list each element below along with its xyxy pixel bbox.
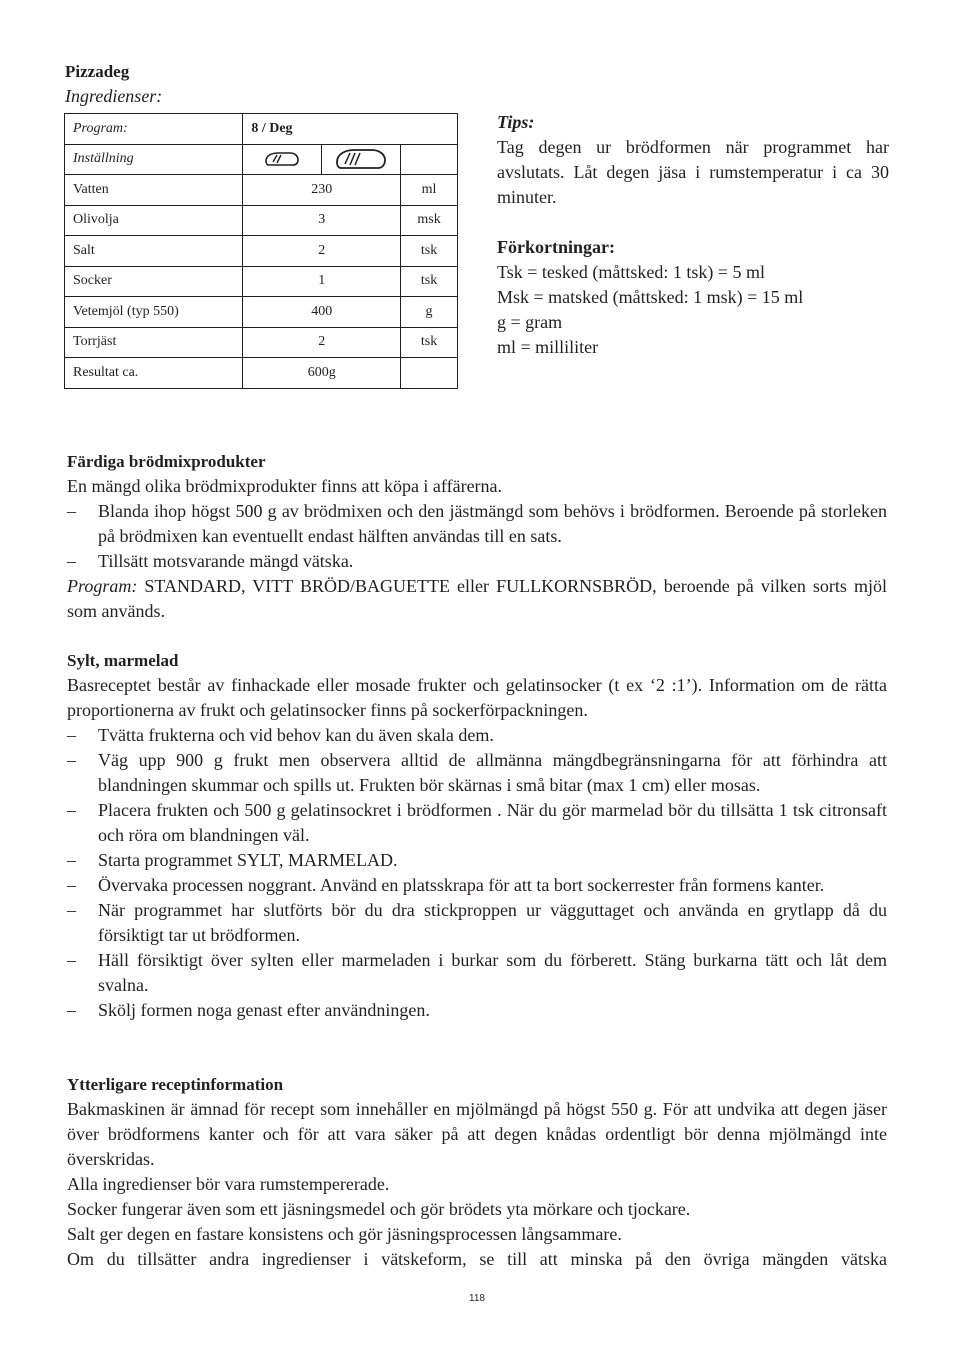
ingredient-name: Olivolja [65, 205, 243, 236]
large-loaf-icon [335, 148, 387, 170]
ingredient-unit: msk [401, 205, 458, 236]
large-loaf-cell [322, 144, 401, 175]
list-item [67, 798, 887, 848]
ingredient-unit: ml [401, 175, 458, 206]
empty-setting-cell [401, 144, 458, 175]
abbreviation-item: g = gram [497, 312, 563, 332]
table-row [65, 236, 458, 267]
ingredient-amount: 230 [243, 175, 401, 206]
setting-label: Inställning [65, 144, 243, 175]
ingredient-name: Torrjäst [65, 327, 243, 358]
list-item-text: Övervaka processen noggrant. Använd en platsskrapa för att ta bort sockerrester från formens kanter. [98, 875, 825, 895]
section-intro: Basreceptet består av finhackade eller mosade frukter och gelatinsocker (t ex ‘2 :1’). Information om de rätta proportionerna av frukt och gelatinsocker finns på sockerförpackningen. [67, 675, 887, 720]
list-item-text: Tvätta frukterna och vid behov kan du även skala dem. [98, 725, 494, 745]
info-paragraph: Om du tillsätter andra ingredienser i vätskeform, se till att minska på den övriga mängden vätska [67, 1249, 887, 1269]
page-number: 118 [469, 1293, 485, 1304]
abbreviations-heading: Förkortningar: [497, 237, 615, 257]
list-item [67, 848, 887, 873]
abbreviation-item: Tsk = tesked (måttsked: 1 tsk) = 5 ml [497, 262, 766, 282]
ingredient-name: Salt [65, 236, 243, 267]
section-intro: En mängd olika brödmixprodukter finns att köpa i affärerna. [67, 476, 503, 496]
table-row [65, 266, 458, 297]
ingredient-amount: 400 [243, 297, 401, 328]
list-item [67, 549, 887, 574]
info-paragraph: Salt ger degen en fastare konsistens och gör jäsningsprocessen långsammare. [67, 1224, 622, 1244]
dash-bullet: – [67, 900, 76, 920]
ingredient-name: Vetemjöl (typ 550) [65, 297, 243, 328]
list-item-text: Blanda ihop högst 500 g av brödmixen och den jästmängd som behövs i brödformen. Beroende på storleken på brödmixen kan eventuellt endast hälften användas till en sats. [98, 501, 887, 546]
jam-section [67, 648, 887, 1023]
ingredient-unit: g [401, 297, 458, 328]
ingredient-amount: 2 [243, 327, 401, 358]
table-row [65, 175, 458, 206]
small-loaf-icon [264, 151, 300, 167]
list-item-text: Starta programmet SYLT, MARMELAD. [98, 850, 398, 870]
list-item-text: Skölj formen noga genast efter användningen. [98, 1000, 430, 1020]
tips-heading: Tips: [497, 112, 535, 132]
more-info-section [67, 1072, 887, 1272]
list-item [67, 898, 887, 948]
list-item-text: När programmet har slutförts bör du dra stickproppen ur vägguttaget och använda en grytlapp då du försiktigt tar ut brödformen. [98, 900, 887, 945]
program-row [65, 114, 458, 145]
ingredients-subtitle: Ingredienser: [65, 86, 163, 106]
ingredient-name: Resultat ca. [65, 358, 243, 389]
bread-mix-list [67, 499, 887, 574]
ingredient-unit [401, 358, 458, 389]
ingredient-amount: 1 [243, 266, 401, 297]
info-paragraph: Bakmaskinen är ämnad för recept som innehåller en mjölmängd på högst 550 g. För att undvika att degen jäser över brödformens kanter och för att vara säker på att degen knådas ordentligt bör denna mjölmängd inte överskridas. [67, 1099, 887, 1169]
ingredient-amount: 600g [243, 358, 401, 389]
abbreviation-item: Msk = matsked (måttsked: 1 msk) = 15 ml [497, 287, 804, 307]
info-paragraph: Socker fungerar även som ett jäsningsmedel och gör brödets yta mörkare och tjockare. [67, 1199, 691, 1219]
tips-text: Tag degen ur brödformen när programmet har avslutats. Låt degen jäsa i rumstemperatur i ca 30 minuter. [497, 137, 889, 207]
list-item [67, 998, 887, 1023]
jam-steps-list [67, 723, 887, 1023]
section-heading: Färdiga brödmixprodukter [67, 452, 266, 471]
list-item [67, 948, 887, 998]
program-label: Program: [65, 114, 243, 145]
list-item-text: Tillsätt motsvarande mängd vätska. [98, 551, 354, 571]
section-heading: Ytterligare receptinformation [67, 1075, 284, 1094]
program-text: STANDARD, VITT BRÖD/BAGUETTE eller FULLKORNSBRÖD, beroende på vilken sorts mjöl som används. [67, 576, 887, 621]
program-paragraph [67, 574, 887, 624]
ingredient-name: Vatten [65, 175, 243, 206]
ingredient-unit: tsk [401, 266, 458, 297]
ingredient-name: Socker [65, 266, 243, 297]
ingredient-unit: tsk [401, 327, 458, 358]
dash-bullet: – [67, 800, 76, 820]
program-label: Program: [67, 576, 138, 596]
info-paragraph: Alla ingredienser bör vara rumstempererade. [67, 1174, 390, 1194]
list-item-text: Placera frukten och 500 g gelatinsockret i brödformen . När du gör marmelad bör du tillsätta 1 tsk citronsaft och röra om blandningen väl. [98, 800, 887, 845]
ingredient-amount: 2 [243, 236, 401, 267]
ingredients-table [64, 113, 458, 389]
bread-mix-section [67, 449, 887, 624]
ingredient-amount: 3 [243, 205, 401, 236]
abbreviation-item: ml = milliliter [497, 337, 599, 357]
setting-row [65, 144, 458, 175]
dash-bullet: – [67, 750, 76, 770]
small-loaf-cell [243, 144, 322, 175]
dash-bullet: – [67, 551, 76, 571]
table-row [65, 205, 458, 236]
section-heading: Sylt, marmelad [67, 651, 179, 670]
dash-bullet: – [67, 950, 76, 970]
tips-box [497, 110, 889, 360]
table-row [65, 327, 458, 358]
table-row [65, 358, 458, 389]
list-item [67, 748, 887, 798]
ingredient-unit: tsk [401, 236, 458, 267]
list-item-text: Häll försiktigt över sylten eller marmeladen i burkar som du förberett. Stäng burkarna tätt och låt dem svalna. [98, 950, 887, 995]
list-item [67, 723, 887, 748]
table-row [65, 297, 458, 328]
dash-bullet: – [67, 875, 76, 895]
dash-bullet: – [67, 501, 76, 521]
program-value: 8 / Deg [243, 114, 458, 145]
list-item [67, 499, 887, 549]
dash-bullet: – [67, 850, 76, 870]
dash-bullet: – [67, 1000, 76, 1020]
dash-bullet: – [67, 725, 76, 745]
list-item-text: Väg upp 900 g frukt men observera alltid de allmänna mängdbegränsningarna för att förhindra att blandningen skummar och spills ut. Frukten bör skärnas i små bitar (max 1 cm) eller mosas. [98, 750, 887, 795]
list-item [67, 873, 887, 898]
recipe-title: Pizzadeg [65, 62, 130, 81]
